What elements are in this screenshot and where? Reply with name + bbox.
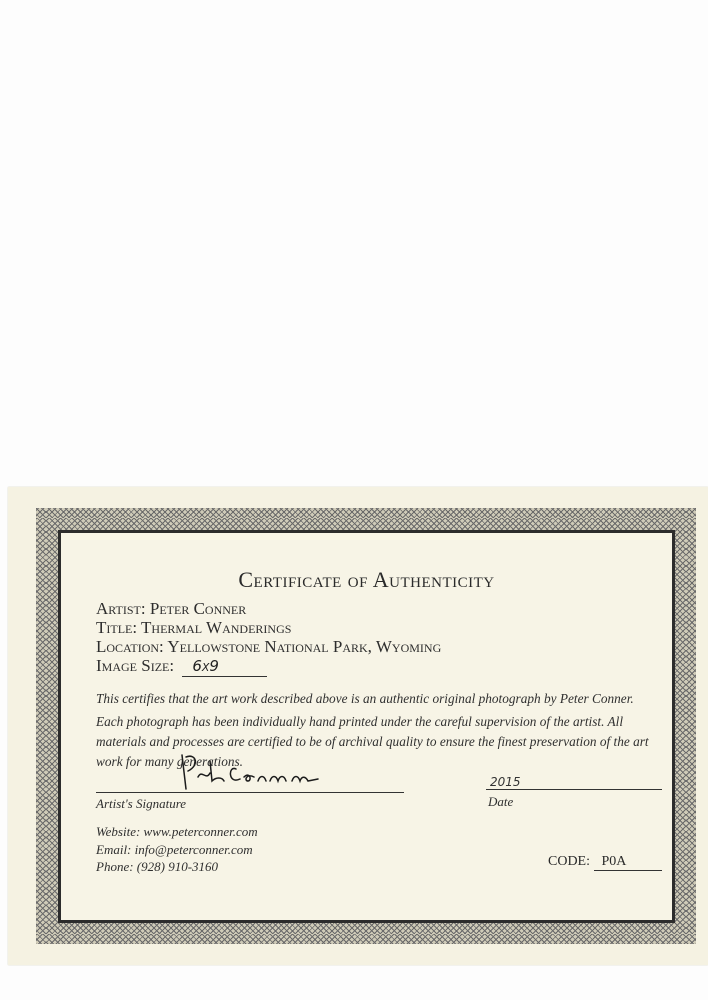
certification-statement: This certifies that the art work described above is an authentic original photograph by Peter Conner. — [96, 691, 634, 706]
artist-label: Artist: — [96, 599, 146, 618]
archival-statement: Each photograph has been individually hand printed under the careful supervision of the artist. All materials and processes are certified to be of archival quality to ensure the finest preservation of the art work for many generations. — [96, 714, 649, 769]
date-line — [486, 789, 662, 790]
certificate-card — [8, 487, 708, 965]
image-size-field — [96, 656, 267, 677]
website-text: Website: www.peterconner.com — [96, 824, 258, 839]
image-size-value: 6x9 — [192, 657, 219, 675]
title-value: Thermal Wanderings — [141, 618, 292, 637]
title-label: Title: — [96, 618, 138, 637]
signature-line — [96, 792, 404, 793]
date-value: 2015 — [490, 775, 521, 789]
location-value: Yellowstone National Park, Wyoming — [167, 637, 442, 656]
signature-label: Artist's Signature — [96, 796, 187, 811]
image-size-label: Image Size: — [96, 656, 175, 675]
handwritten-signature — [178, 751, 338, 795]
artist-value: Peter Conner — [149, 599, 247, 618]
date-label: Date — [488, 794, 514, 809]
email-text: Email: info@peterconner.com — [96, 842, 253, 857]
code-field — [548, 854, 662, 871]
phone-text: Phone: (928) 910-3160 — [96, 859, 219, 874]
code-value: P0A — [594, 854, 662, 871]
image-size-blank — [182, 656, 267, 677]
certificate-title: Certificate of Authenticity — [238, 567, 495, 592]
code-label: CODE: — [548, 854, 590, 869]
location-field — [96, 637, 441, 657]
title-field — [96, 618, 291, 638]
location-label: Location: — [96, 637, 164, 656]
artist-field — [96, 599, 246, 619]
